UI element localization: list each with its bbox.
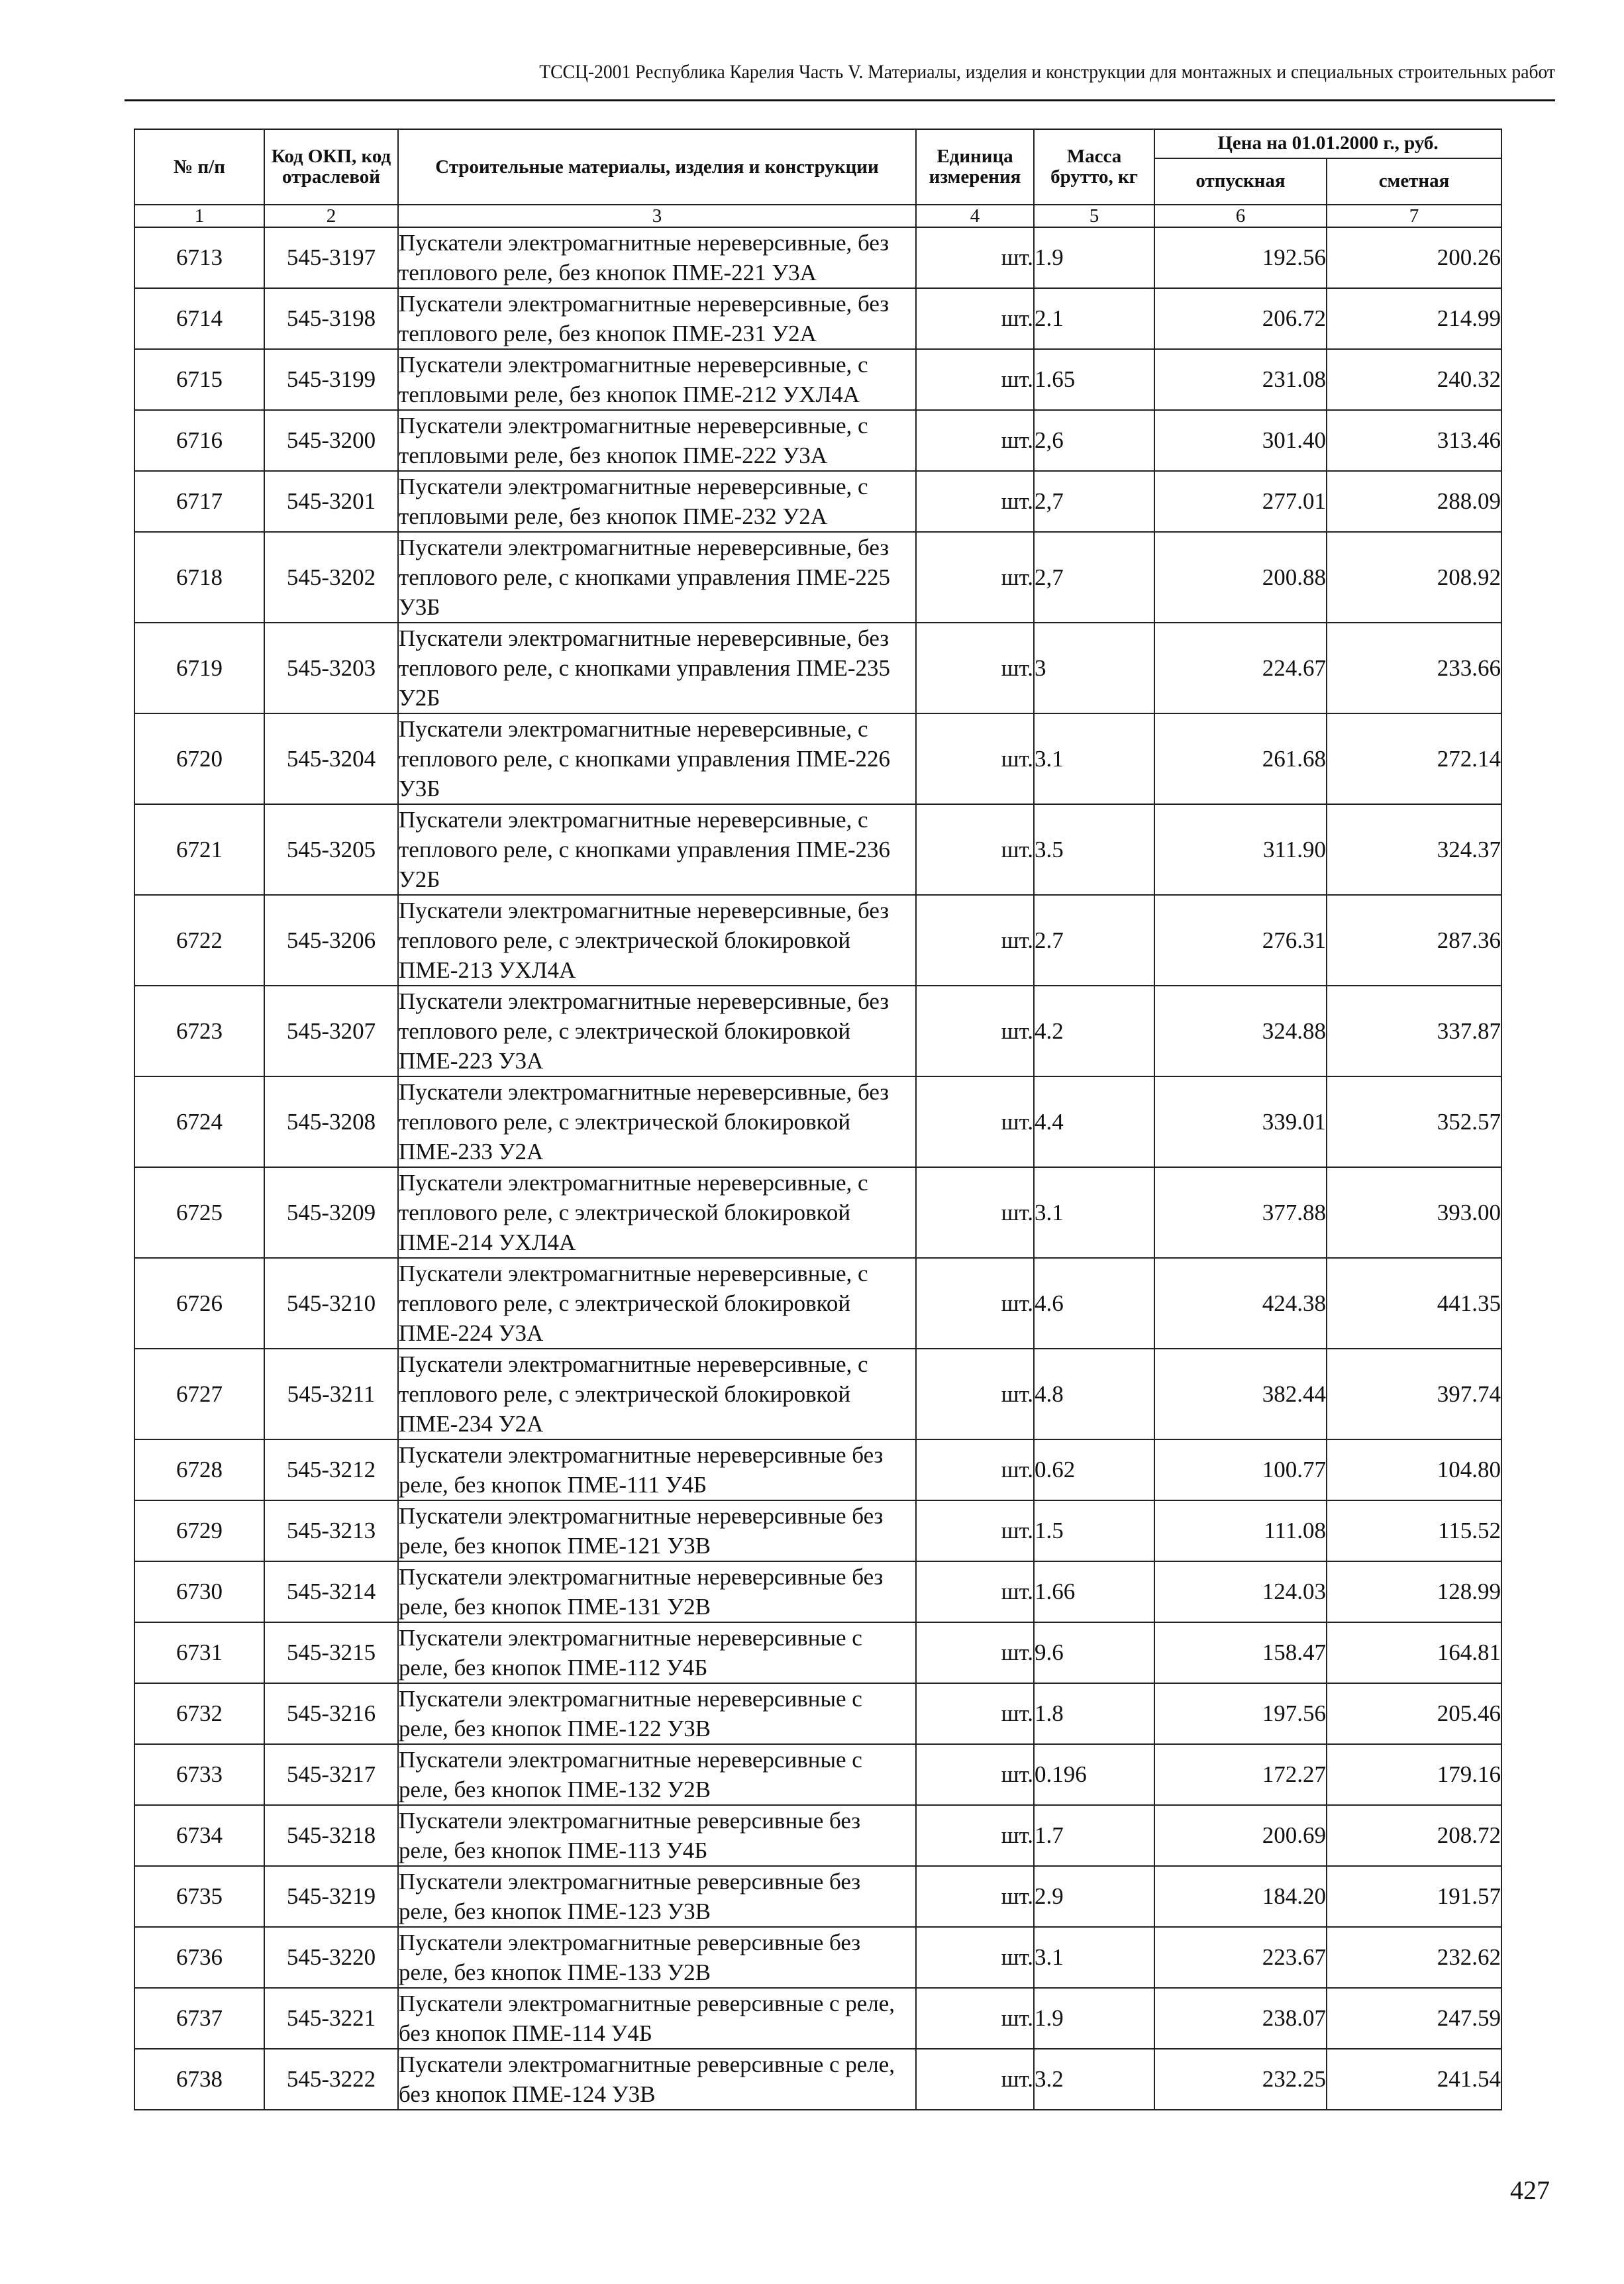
okp-code: 545-3206 bbox=[264, 895, 398, 986]
price-release-cell: 231.08 bbox=[1154, 349, 1327, 410]
mass-cell: 3.2 bbox=[1034, 2049, 1154, 2110]
material-description: Пускатели электромагнитные нереверсивные с реле, без кнопок ПМЕ-122 У3В bbox=[398, 1683, 916, 1744]
material-description: Пускатели электромагнитные реверсивные с реле, без кнопок ПМЕ-124 У3В bbox=[398, 2049, 916, 2110]
price-release-cell: 238.07 bbox=[1154, 1988, 1327, 2049]
okp-code: 545-3201 bbox=[264, 471, 398, 532]
okp-code: 545-3212 bbox=[264, 1439, 398, 1500]
okp-code: 545-3219 bbox=[264, 1866, 398, 1927]
table-row bbox=[134, 895, 1501, 986]
mass-cell: 1.65 bbox=[1034, 349, 1154, 410]
price-estimate-cell: 240.32 bbox=[1327, 349, 1501, 410]
row-number: 6738 bbox=[134, 2049, 264, 2110]
unit-cell: шт. bbox=[916, 1927, 1034, 1988]
table-row bbox=[134, 1167, 1501, 1258]
material-description: Пускатели электромагнитные нереверсивные, без теплового реле, с кнопками управления ПМЕ-225 У3Б bbox=[398, 532, 916, 623]
unit-cell: шт. bbox=[916, 1805, 1034, 1866]
price-release-cell: 192.56 bbox=[1154, 227, 1327, 288]
okp-code: 545-3207 bbox=[264, 986, 398, 1076]
price-release-cell: 158.47 bbox=[1154, 1622, 1327, 1683]
table-row bbox=[134, 1349, 1501, 1439]
price-release-cell: 172.27 bbox=[1154, 1744, 1327, 1805]
unit-cell: шт. bbox=[916, 1439, 1034, 1500]
unit-cell: шт. bbox=[916, 2049, 1034, 2110]
row-number: 6719 bbox=[134, 623, 264, 713]
price-table bbox=[134, 129, 1502, 2110]
price-release-cell: 232.25 bbox=[1154, 2049, 1327, 2110]
price-release-cell: 206.72 bbox=[1154, 288, 1327, 349]
column-numbers-row bbox=[134, 205, 1501, 227]
price-estimate-cell: 191.57 bbox=[1327, 1866, 1501, 1927]
table-row bbox=[134, 1439, 1501, 1500]
mass-cell: 3.1 bbox=[1034, 713, 1154, 804]
mass-cell: 2,6 bbox=[1034, 410, 1154, 471]
table-row bbox=[134, 288, 1501, 349]
mass-cell: 4.6 bbox=[1034, 1258, 1154, 1349]
price-estimate-cell: 272.14 bbox=[1327, 713, 1501, 804]
table-row bbox=[134, 713, 1501, 804]
price-release-cell: 100.77 bbox=[1154, 1439, 1327, 1500]
unit-cell: шт. bbox=[916, 1561, 1034, 1622]
row-number: 6734 bbox=[134, 1805, 264, 1866]
table-row bbox=[134, 1258, 1501, 1349]
running-header: ТССЦ-2001 Республика Карелия Часть V. Материалы, изделия и конструкции для монтажных и специальных строительных работ bbox=[539, 61, 1555, 83]
row-number: 6725 bbox=[134, 1167, 264, 1258]
okp-code: 545-3220 bbox=[264, 1927, 398, 1988]
table-row bbox=[134, 1622, 1501, 1683]
okp-code: 545-3221 bbox=[264, 1988, 398, 2049]
price-estimate-cell: 441.35 bbox=[1327, 1258, 1501, 1349]
price-estimate-cell: 397.74 bbox=[1327, 1349, 1501, 1439]
price-estimate-cell: 288.09 bbox=[1327, 471, 1501, 532]
material-description: Пускатели электромагнитные реверсивные с реле, без кнопок ПМЕ-114 У4Б bbox=[398, 1988, 916, 2049]
mass-cell: 3.1 bbox=[1034, 1167, 1154, 1258]
unit-cell: шт. bbox=[916, 1500, 1034, 1561]
material-description: Пускатели электромагнитные нереверсивные без реле, без кнопок ПМЕ-121 У3В bbox=[398, 1500, 916, 1561]
table-row bbox=[134, 623, 1501, 713]
okp-code: 545-3217 bbox=[264, 1744, 398, 1805]
unit-cell: шт. bbox=[916, 804, 1034, 895]
column-number: 7 bbox=[1327, 205, 1501, 227]
unit-cell: шт. bbox=[916, 895, 1034, 986]
okp-code: 545-3204 bbox=[264, 713, 398, 804]
okp-code: 545-3203 bbox=[264, 623, 398, 713]
price-release-cell: 311.90 bbox=[1154, 804, 1327, 895]
material-description: Пускатели электромагнитные реверсивные без реле, без кнопок ПМЕ-133 У2В bbox=[398, 1927, 916, 1988]
row-number: 6720 bbox=[134, 713, 264, 804]
material-description: Пускатели электромагнитные нереверсивные, с тепловыми реле, без кнопок ПМЕ-212 УХЛ4А bbox=[398, 349, 916, 410]
price-estimate-cell: 214.99 bbox=[1327, 288, 1501, 349]
okp-code: 545-3215 bbox=[264, 1622, 398, 1683]
price-release-cell: 339.01 bbox=[1154, 1076, 1327, 1167]
header-mass: Масса брутто, кг bbox=[1034, 129, 1154, 205]
price-release-cell: 200.88 bbox=[1154, 532, 1327, 623]
table-row bbox=[134, 804, 1501, 895]
price-estimate-cell: 287.36 bbox=[1327, 895, 1501, 986]
price-release-cell: 223.67 bbox=[1154, 1927, 1327, 1988]
price-estimate-cell: 241.54 bbox=[1327, 2049, 1501, 2110]
row-number: 6718 bbox=[134, 532, 264, 623]
table-row bbox=[134, 1076, 1501, 1167]
mass-cell: 4.8 bbox=[1034, 1349, 1154, 1439]
table-row bbox=[134, 1988, 1501, 2049]
row-number: 6716 bbox=[134, 410, 264, 471]
row-number: 6724 bbox=[134, 1076, 264, 1167]
price-release-cell: 200.69 bbox=[1154, 1805, 1327, 1866]
header-materials: Строительные материалы, изделия и конструкции bbox=[398, 129, 916, 205]
price-release-cell: 277.01 bbox=[1154, 471, 1327, 532]
mass-cell: 1.9 bbox=[1034, 227, 1154, 288]
material-description: Пускатели электромагнитные нереверсивные, без теплового реле, без кнопок ПМЕ-231 У2А bbox=[398, 288, 916, 349]
okp-code: 545-3205 bbox=[264, 804, 398, 895]
price-release-cell: 261.68 bbox=[1154, 713, 1327, 804]
unit-cell: шт. bbox=[916, 471, 1034, 532]
okp-code: 545-3198 bbox=[264, 288, 398, 349]
page-number: 427 bbox=[1510, 2175, 1550, 2205]
price-release-cell: 424.38 bbox=[1154, 1258, 1327, 1349]
okp-code: 545-3216 bbox=[264, 1683, 398, 1744]
unit-cell: шт. bbox=[916, 410, 1034, 471]
material-description: Пускатели электромагнитные нереверсивные, с теплового реле, с кнопками управления ПМЕ-236 У2Б bbox=[398, 804, 916, 895]
mass-cell: 3.5 bbox=[1034, 804, 1154, 895]
material-description: Пускатели электромагнитные нереверсивные, без теплового реле, с электрической блокировкой ПМЕ-213 УХЛ4А bbox=[398, 895, 916, 986]
row-number: 6723 bbox=[134, 986, 264, 1076]
okp-code: 545-3200 bbox=[264, 410, 398, 471]
price-release-cell: 184.20 bbox=[1154, 1866, 1327, 1927]
price-estimate-cell: 208.72 bbox=[1327, 1805, 1501, 1866]
header-price-estimate: сметная bbox=[1327, 158, 1501, 205]
price-estimate-cell: 205.46 bbox=[1327, 1683, 1501, 1744]
material-description: Пускатели электромагнитные реверсивные без реле, без кнопок ПМЕ-113 У4Б bbox=[398, 1805, 916, 1866]
okp-code: 545-3208 bbox=[264, 1076, 398, 1167]
material-description: Пускатели электромагнитные нереверсивные, с тепловыми реле, без кнопок ПМЕ-232 У2А bbox=[398, 471, 916, 532]
row-number: 6713 bbox=[134, 227, 264, 288]
unit-cell: шт. bbox=[916, 1683, 1034, 1744]
price-estimate-cell: 393.00 bbox=[1327, 1167, 1501, 1258]
row-number: 6730 bbox=[134, 1561, 264, 1622]
table-row bbox=[134, 410, 1501, 471]
table-row bbox=[134, 1683, 1501, 1744]
row-number: 6728 bbox=[134, 1439, 264, 1500]
price-release-cell: 276.31 bbox=[1154, 895, 1327, 986]
row-number: 6733 bbox=[134, 1744, 264, 1805]
column-number: 4 bbox=[916, 205, 1034, 227]
material-description: Пускатели электромагнитные нереверсивные, с теплового реле, с электрической блокировкой ПМЕ-224 У3А bbox=[398, 1258, 916, 1349]
mass-cell: 2.7 bbox=[1034, 895, 1154, 986]
okp-code: 545-3197 bbox=[264, 227, 398, 288]
material-description: Пускатели электромагнитные нереверсивные без реле, без кнопок ПМЕ-131 У2В bbox=[398, 1561, 916, 1622]
mass-cell: 1.9 bbox=[1034, 1988, 1154, 2049]
unit-cell: шт. bbox=[916, 288, 1034, 349]
table-body bbox=[134, 205, 1501, 2110]
table-row bbox=[134, 349, 1501, 410]
table-row bbox=[134, 1866, 1501, 1927]
table-row bbox=[134, 986, 1501, 1076]
price-estimate-cell: 104.80 bbox=[1327, 1439, 1501, 1500]
column-number: 2 bbox=[264, 205, 398, 227]
header-rule bbox=[125, 99, 1555, 101]
column-number: 1 bbox=[134, 205, 264, 227]
row-number: 6732 bbox=[134, 1683, 264, 1744]
price-estimate-cell: 313.46 bbox=[1327, 410, 1501, 471]
column-number: 6 bbox=[1154, 205, 1327, 227]
okp-code: 545-3199 bbox=[264, 349, 398, 410]
unit-cell: шт. bbox=[916, 623, 1034, 713]
mass-cell: 0.196 bbox=[1034, 1744, 1154, 1805]
table-row bbox=[134, 227, 1501, 288]
table-row bbox=[134, 1561, 1501, 1622]
row-number: 6736 bbox=[134, 1927, 264, 1988]
table-row bbox=[134, 1500, 1501, 1561]
price-estimate-cell: 164.81 bbox=[1327, 1622, 1501, 1683]
mass-cell: 1.66 bbox=[1034, 1561, 1154, 1622]
material-description: Пускатели электромагнитные нереверсивные с реле, без кнопок ПМЕ-112 У4Б bbox=[398, 1622, 916, 1683]
header-price-release: отпускная bbox=[1154, 158, 1327, 205]
price-release-cell: 382.44 bbox=[1154, 1349, 1327, 1439]
okp-code: 545-3222 bbox=[264, 2049, 398, 2110]
unit-cell: шт. bbox=[916, 532, 1034, 623]
row-number: 6714 bbox=[134, 288, 264, 349]
table-row bbox=[134, 471, 1501, 532]
table-row bbox=[134, 532, 1501, 623]
unit-cell: шт. bbox=[916, 1622, 1034, 1683]
row-number: 6735 bbox=[134, 1866, 264, 1927]
row-number: 6722 bbox=[134, 895, 264, 986]
price-estimate-cell: 232.62 bbox=[1327, 1927, 1501, 1988]
mass-cell: 3 bbox=[1034, 623, 1154, 713]
price-release-cell: 224.67 bbox=[1154, 623, 1327, 713]
unit-cell: шт. bbox=[916, 713, 1034, 804]
price-release-cell: 324.88 bbox=[1154, 986, 1327, 1076]
price-estimate-cell: 200.26 bbox=[1327, 227, 1501, 288]
okp-code: 545-3210 bbox=[264, 1258, 398, 1349]
price-estimate-cell: 115.52 bbox=[1327, 1500, 1501, 1561]
mass-cell: 0.62 bbox=[1034, 1439, 1154, 1500]
unit-cell: шт. bbox=[916, 1744, 1034, 1805]
mass-cell: 3.1 bbox=[1034, 1927, 1154, 1988]
unit-cell: шт. bbox=[916, 1866, 1034, 1927]
column-number: 5 bbox=[1034, 205, 1154, 227]
okp-code: 545-3211 bbox=[264, 1349, 398, 1439]
mass-cell: 4.4 bbox=[1034, 1076, 1154, 1167]
material-description: Пускатели электромагнитные реверсивные без реле, без кнопок ПМЕ-123 У3В bbox=[398, 1866, 916, 1927]
row-number: 6717 bbox=[134, 471, 264, 532]
mass-cell: 1.5 bbox=[1034, 1500, 1154, 1561]
header-price-group: Цена на 01.01.2000 г., руб. bbox=[1154, 129, 1501, 158]
price-estimate-cell: 179.16 bbox=[1327, 1744, 1501, 1805]
unit-cell: шт. bbox=[916, 1258, 1034, 1349]
okp-code: 545-3202 bbox=[264, 532, 398, 623]
table-row bbox=[134, 2049, 1501, 2110]
unit-cell: шт. bbox=[916, 1167, 1034, 1258]
row-number: 6727 bbox=[134, 1349, 264, 1439]
table-row bbox=[134, 1927, 1501, 1988]
row-number: 6731 bbox=[134, 1622, 264, 1683]
price-release-cell: 111.08 bbox=[1154, 1500, 1327, 1561]
price-estimate-cell: 247.59 bbox=[1327, 1988, 1501, 2049]
table-row bbox=[134, 1744, 1501, 1805]
price-release-cell: 124.03 bbox=[1154, 1561, 1327, 1622]
row-number: 6737 bbox=[134, 1988, 264, 2049]
header-okp-code: Код ОКП, код отраслевой bbox=[264, 129, 398, 205]
okp-code: 545-3214 bbox=[264, 1561, 398, 1622]
mass-cell: 1.8 bbox=[1034, 1683, 1154, 1744]
material-description: Пускатели электромагнитные нереверсивные без реле, без кнопок ПМЕ-111 У4Б bbox=[398, 1439, 916, 1500]
mass-cell: 4.2 bbox=[1034, 986, 1154, 1076]
header-unit: Единица измерения bbox=[916, 129, 1034, 205]
mass-cell: 2.9 bbox=[1034, 1866, 1154, 1927]
price-estimate-cell: 337.87 bbox=[1327, 986, 1501, 1076]
header-num: № п/п bbox=[134, 129, 264, 205]
unit-cell: шт. bbox=[916, 986, 1034, 1076]
table-row bbox=[134, 1805, 1501, 1866]
unit-cell: шт. bbox=[916, 1988, 1034, 2049]
okp-code: 545-3209 bbox=[264, 1167, 398, 1258]
row-number: 6729 bbox=[134, 1500, 264, 1561]
unit-cell: шт. bbox=[916, 1349, 1034, 1439]
row-number: 6721 bbox=[134, 804, 264, 895]
unit-cell: шт. bbox=[916, 349, 1034, 410]
mass-cell: 9.6 bbox=[1034, 1622, 1154, 1683]
material-description: Пускатели электромагнитные нереверсивные, без теплового реле, без кнопок ПМЕ-221 У3А bbox=[398, 227, 916, 288]
okp-code: 545-3213 bbox=[264, 1500, 398, 1561]
mass-cell: 2.1 bbox=[1034, 288, 1154, 349]
okp-code: 545-3218 bbox=[264, 1805, 398, 1866]
price-estimate-cell: 128.99 bbox=[1327, 1561, 1501, 1622]
material-description: Пускатели электромагнитные нереверсивные с реле, без кнопок ПМЕ-132 У2В bbox=[398, 1744, 916, 1805]
material-description: Пускатели электромагнитные нереверсивные, с теплового реле, с электрической блокировкой ПМЕ-234 У2А bbox=[398, 1349, 916, 1439]
price-release-cell: 377.88 bbox=[1154, 1167, 1327, 1258]
row-number: 6726 bbox=[134, 1258, 264, 1349]
price-estimate-cell: 233.66 bbox=[1327, 623, 1501, 713]
material-description: Пускатели электромагнитные нереверсивные, без теплового реле, с электрической блокировкой ПМЕ-233 У2А bbox=[398, 1076, 916, 1167]
price-estimate-cell: 324.37 bbox=[1327, 804, 1501, 895]
price-estimate-cell: 352.57 bbox=[1327, 1076, 1501, 1167]
row-number: 6715 bbox=[134, 349, 264, 410]
material-description: Пускатели электромагнитные нереверсивные, с теплового реле, с электрической блокировкой ПМЕ-214 УХЛ4А bbox=[398, 1167, 916, 1258]
mass-cell: 1.7 bbox=[1034, 1805, 1154, 1866]
column-number: 3 bbox=[398, 205, 916, 227]
material-description: Пускатели электромагнитные нереверсивные, с тепловыми реле, без кнопок ПМЕ-222 У3А bbox=[398, 410, 916, 471]
price-release-cell: 301.40 bbox=[1154, 410, 1327, 471]
mass-cell: 2,7 bbox=[1034, 471, 1154, 532]
unit-cell: шт. bbox=[916, 1076, 1034, 1167]
material-description: Пускатели электромагнитные нереверсивные, с теплового реле, с кнопками управления ПМЕ-226 У3Б bbox=[398, 713, 916, 804]
price-release-cell: 197.56 bbox=[1154, 1683, 1327, 1744]
price-estimate-cell: 208.92 bbox=[1327, 532, 1501, 623]
material-description: Пускатели электромагнитные нереверсивные, без теплового реле, с кнопками управления ПМЕ-235 У2Б bbox=[398, 623, 916, 713]
unit-cell: шт. bbox=[916, 227, 1034, 288]
material-description: Пускатели электромагнитные нереверсивные, без теплового реле, с электрической блокировкой ПМЕ-223 У3А bbox=[398, 986, 916, 1076]
mass-cell: 2,7 bbox=[1034, 532, 1154, 623]
